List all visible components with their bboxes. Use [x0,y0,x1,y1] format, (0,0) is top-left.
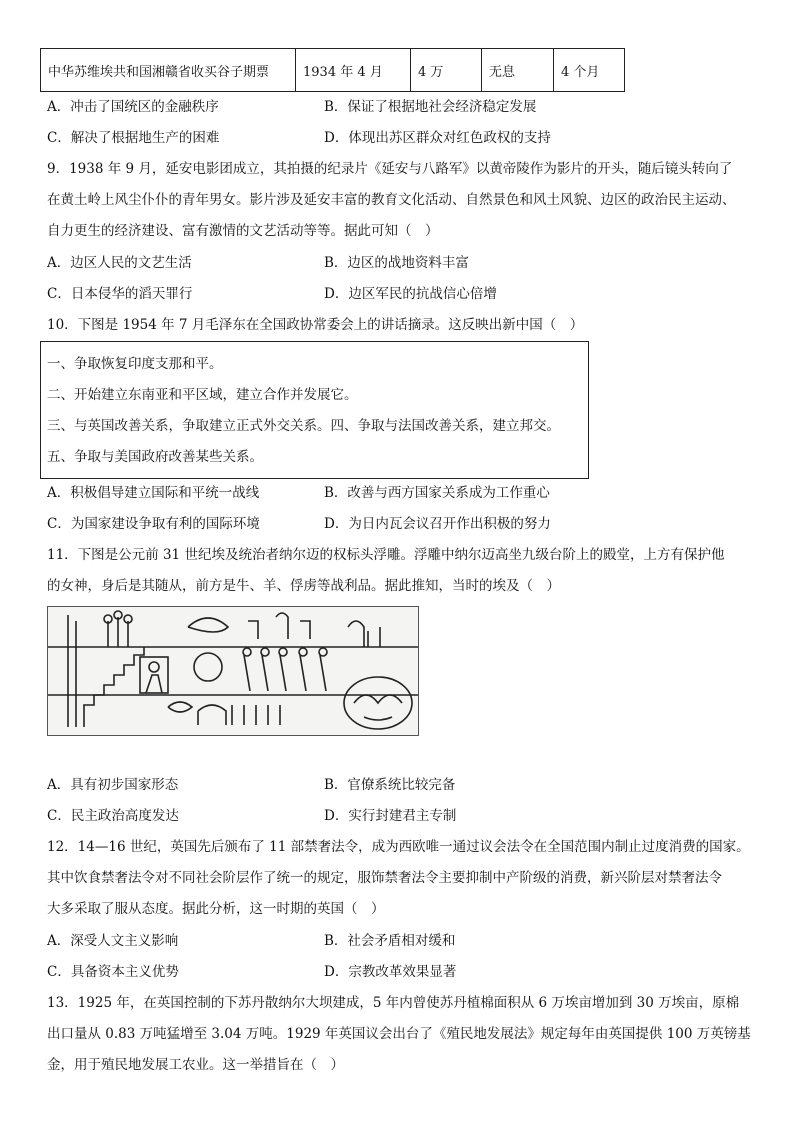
q13-stem-line: 金，用于殖民地发展工农业。这一举措旨在（ ） [47,1057,344,1073]
table-cell-interest: 无息 [482,49,554,92]
table-cell-date: 1934 年 4 月 [296,49,411,92]
q10-stem: 10．下图是 1954 年 7 月毛泽东在全国政协常委会上的讲话摘录。这反映出新中国（ ） [47,317,584,333]
bond-table [40,48,625,92]
q12-option-b: B．社会矛盾相对缓和 [324,933,456,949]
q9-stem-line: 9．1938 年 9 月，延安电影团成立，其拍摄的纪录片《延安与八路军》以黄帝陵作为影片的开头，随后镜头转向了 [47,161,733,177]
q10-option-a: A．积极倡导建立国际和平统一战线 [47,485,260,501]
excerpt-line: 二、开始建立东南亚和平区域，建立合作并发展它。 [47,387,358,403]
q11-option-d: D．实行封建君主专制 [324,808,457,824]
q10-option-c: C．为国家建设争取有利的国际环境 [47,516,260,532]
table-cell-term: 4 个月 [554,49,625,92]
q9-option-b: B．边区的战地资料丰富 [324,255,469,271]
q12-stem-line: 12．14—16 世纪，英国先后颁布了 11 部禁奢法令，成为西欧唯一通过议会法令在全国范围内制止过度消费的国家。 [47,839,750,855]
speech-excerpt-box [40,341,589,479]
q8-option-c: C．解决了根据地生产的困难 [47,130,220,146]
q12-option-d: D．宗教改革效果显著 [324,964,457,980]
q13-stem-line: 13．1925 年，在英国控制的下苏丹散纳尔大坝建成，5 年内曾使苏丹植棉面积从 6 万埃亩增加到 30 万埃亩，原棉 [47,995,740,1011]
narmer-relief-image [47,606,419,736]
q9-option-a: A．边区人民的文艺生活 [47,255,192,271]
q10-option-b: B．改善与西方国家关系成为工作重心 [324,485,550,501]
q9-stem-line: 在黄土岭上风尘仆仆的青年男女。影片涉及延安丰富的教育文化活动、自然景色和风土风貌、边区的政治民主运动、 [47,192,736,208]
table-row [41,49,625,92]
q9-stem-line: 自力更生的经济建设、富有激情的文艺活动等等。据此可知（ ） [47,223,439,239]
excerpt-line: 一、争取恢复印度支那和平。 [47,356,223,372]
q11-option-b: B．官僚系统比较完备 [324,777,456,793]
q12-option-c: C．具备资本主义优势 [47,964,179,980]
q13-stem-line: 出口量从 0.83 万吨猛增至 3.04 万吨。1929 年英国议会出台了《殖民地发展法》规定每年由英国提供 100 万英镑基 [47,1026,751,1042]
q8-option-a: A．冲击了国统区的金融秩序 [47,99,219,115]
table-cell-name: 中华苏维埃共和国湘赣省收买谷子期票 [41,49,296,92]
excerpt-line: 五、争取与美国政府改善某些关系。 [47,449,263,465]
q12-option-a: A．深受人文主义影响 [47,933,179,949]
q10-option-d: D．为日内瓦会议召开作出积极的努力 [324,516,551,532]
excerpt-line: 三、与英国改善关系，争取建立正式外交关系。四、争取与法国改善关系，建立邦交。 [47,418,560,434]
q9-option-c: C．日本侵华的滔天罪行 [47,286,193,302]
table-cell-amount: 4 万 [411,49,482,92]
q11-stem-line: 的女神，身后是其随从，前方是牛、羊、俘虏等战利品。据此推知，当时的埃及（ ） [47,578,560,594]
q11-option-a: A．具有初步国家形态 [47,777,179,793]
q11-stem-line: 11．下图是公元前 31 世纪埃及统治者纳尔迈的权标头浮雕。浮雕中纳尔迈高坐九级台阶上的殿堂，上方有保护他 [47,547,725,563]
q8-option-d: D．体现出苏区群众对红色政权的支持 [324,130,551,146]
q12-stem-line: 其中饮食禁奢法令对不同社会阶层作了统一的规定，服饰禁奢法令主要抑制中产阶级的消费，新兴阶层对禁奢法令 [47,870,722,886]
q8-option-b: B．保证了根据地社会经济稳定发展 [324,99,537,115]
q11-option-c: C．民主政治高度发达 [47,808,179,824]
q9-option-d: D．边区军民的抗战信心倍增 [324,286,497,302]
relief-drawing [48,607,418,735]
q12-stem-line: 大多采取了服从态度。据此分析，这一时期的英国（ ） [47,901,385,917]
